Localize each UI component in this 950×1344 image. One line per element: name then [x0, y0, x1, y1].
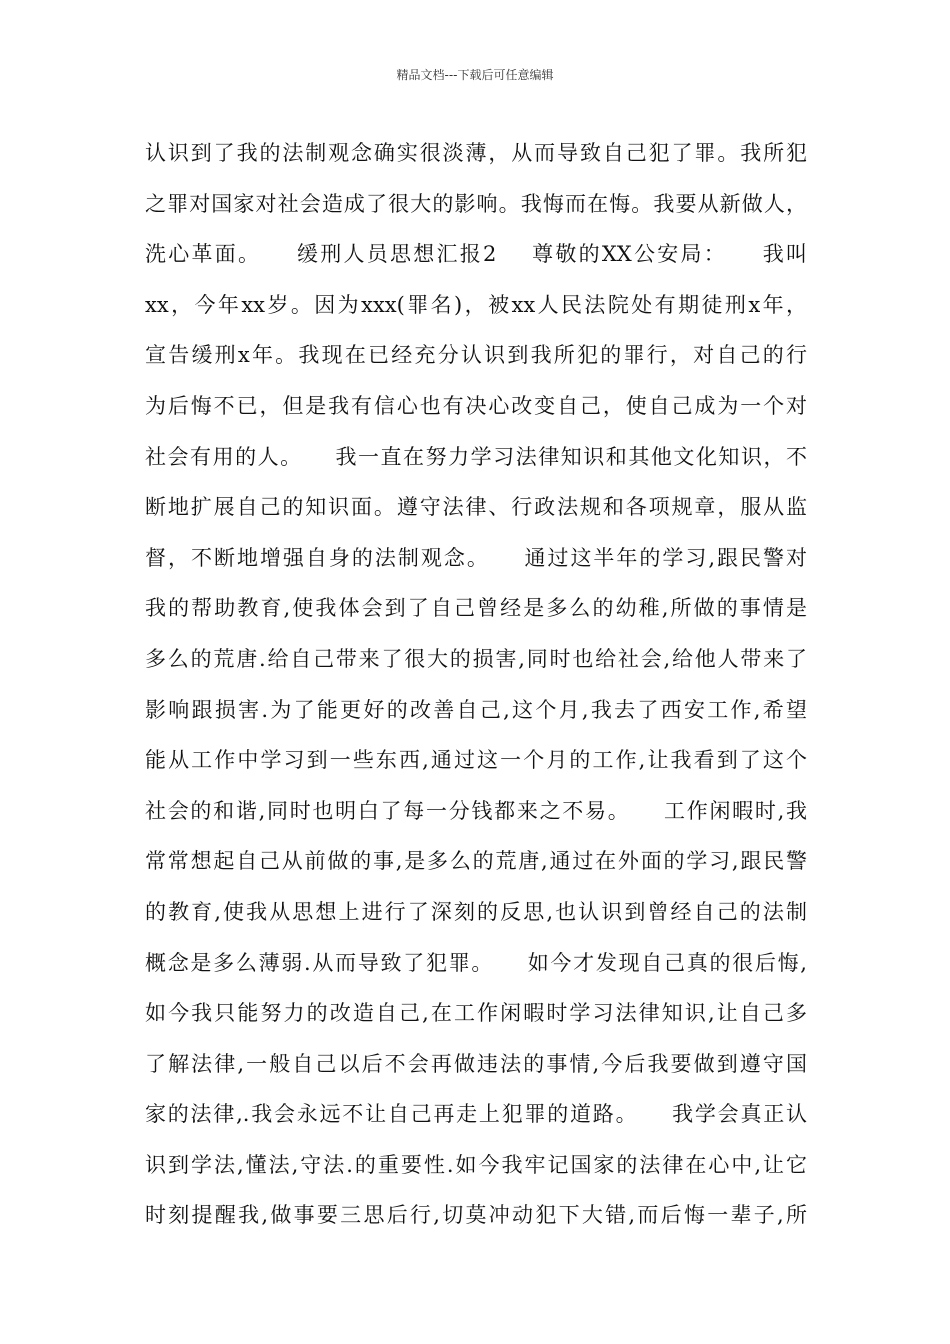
- text-line: 多么的荒唐.给自己带来了很大的损害,同时也给社会,给他人带来了: [145, 646, 807, 671]
- text-line: 时刻提醒我,做事要三思后行,切莫冲动犯下大错,而后悔一辈子,所: [145, 1203, 807, 1228]
- text-line: 的教育,使我从思想上进行了深刻的反思,也认识到曾经自己的法制: [145, 899, 807, 924]
- text-line: 洗心革面。 缓刑人员思想汇报2 尊敬的XX公安局： 我叫: [145, 242, 807, 267]
- text-line: 之罪对国家对社会造成了很大的影响。我悔而在悔。我要从新做人，: [145, 191, 807, 216]
- text-line: 断地扩展自己的知识面。遵守法律、行政法规和各项规章，服从监: [145, 495, 807, 520]
- text-line: 能从工作中学习到一些东西,通过这一个月的工作,让我看到了这个: [145, 748, 807, 773]
- text-line: 我的帮助教育,使我体会到了自己曾经是多么的幼稚,所做的事情是: [145, 596, 807, 621]
- text-line: 识到学法,懂法,守法.的重要性.如今我牢记国家的法律在心中,让它: [145, 1152, 807, 1177]
- text-line: xx，今年xx岁。因为xxx(罪名)，被xx人民法院处有期徒刑x年，: [145, 292, 807, 317]
- text-line: 家的法律,.我会永远不让自己再走上犯罪的道路。 我学会真正认: [145, 1102, 807, 1127]
- text-line: 督，不断地增强自身的法制观念。 通过这半年的学习,跟民警对: [145, 545, 807, 570]
- text-line: 宣告缓刑x年。我现在已经充分认识到我所犯的罪行，对自己的行: [145, 343, 807, 368]
- text-line: 认识到了我的法制观念确实很淡薄，从而导致自己犯了罪。我所犯: [145, 141, 807, 165]
- document-body: [145, 128, 807, 1241]
- page-header: 精品文档---下载后可任意编辑: [396, 68, 554, 82]
- text-line: 社会的和谐,同时也明白了每一分钱都来之不易。 工作闲暇时,我: [145, 798, 807, 823]
- text-line: 常常想起自己从前做的事,是多么的荒唐,通过在外面的学习,跟民警: [145, 849, 807, 874]
- text-line: 为后悔不已，但是我有信心也有决心改变自己，使自己成为一个对: [145, 393, 807, 418]
- text-line: 如今我只能努力的改造自己,在工作闲暇时学习法律知识,让自己多: [145, 1001, 807, 1026]
- text-line: 了解法律,一般自己以后不会再做违法的事情,今后我要做到遵守国: [145, 1051, 807, 1076]
- text-line: 概念是多么薄弱.从而导致了犯罪。 如今才发现自己真的很后悔,: [145, 950, 807, 975]
- text-line: 社会有用的人。 我一直在努力学习法律知识和其他文化知识，不: [145, 444, 807, 469]
- text-line: 影响跟损害.为了能更好的改善自己,这个月,我去了西安工作,希望: [145, 697, 807, 722]
